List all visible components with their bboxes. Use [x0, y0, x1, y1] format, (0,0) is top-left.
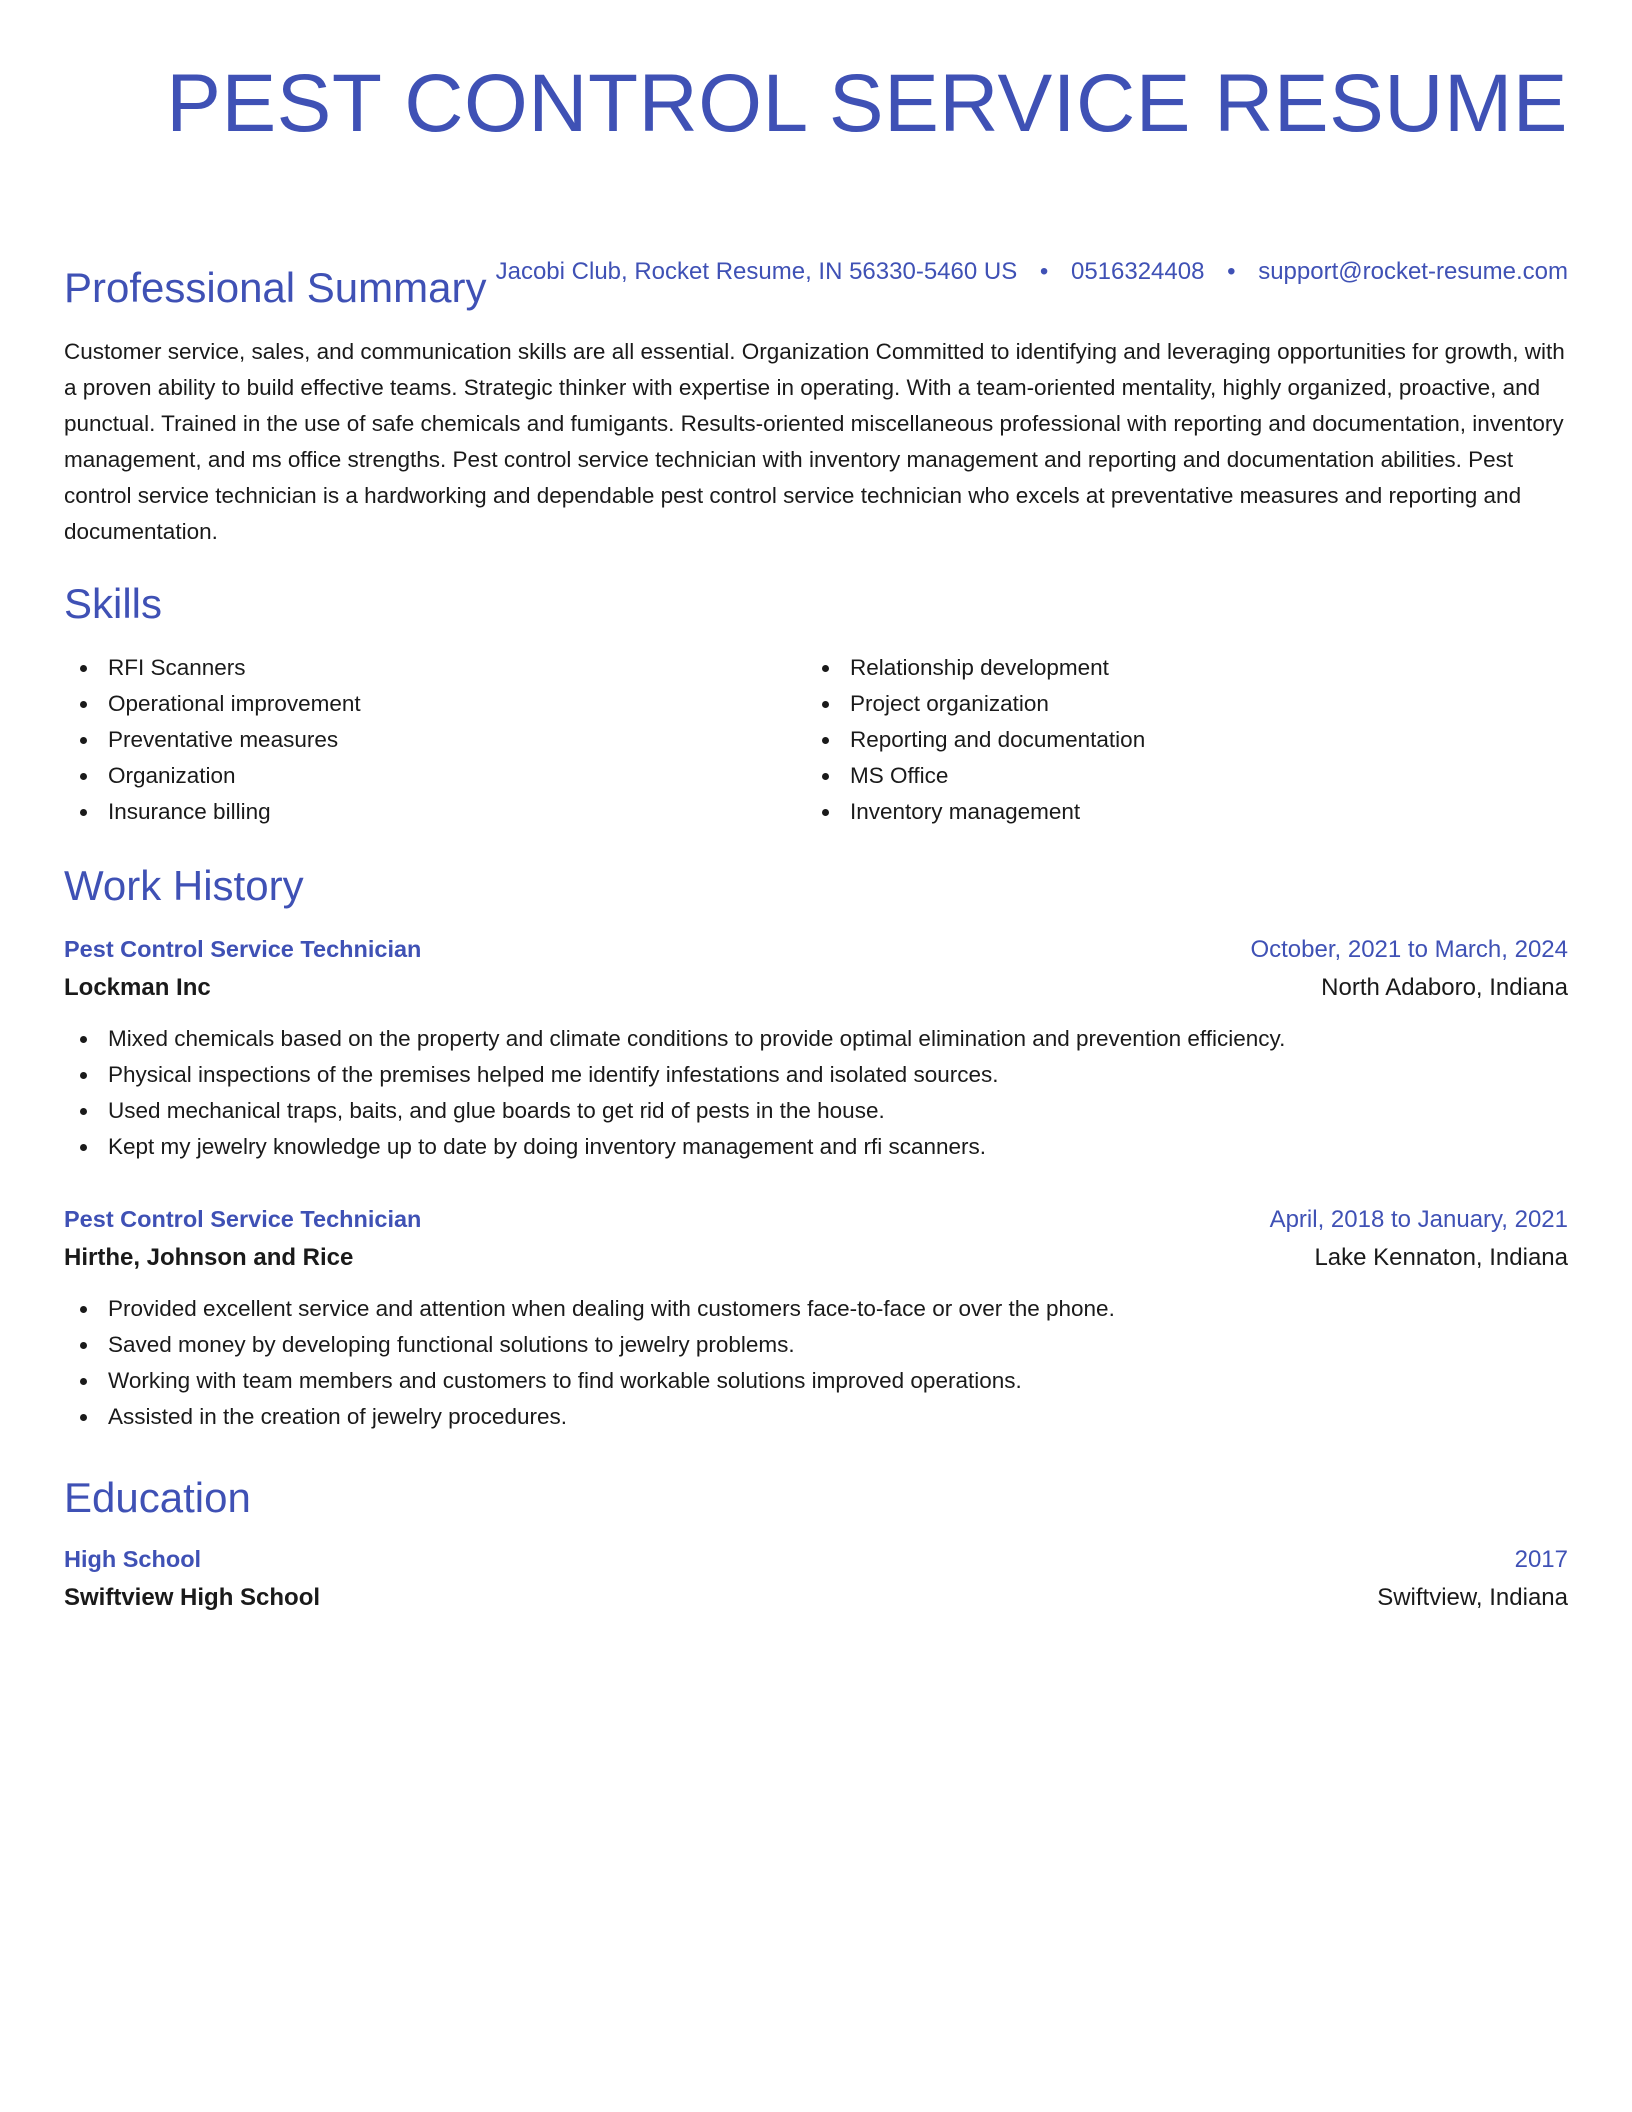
skill-item: Inventory management	[806, 794, 1548, 830]
job-entry	[64, 930, 1568, 1165]
education-heading: Education	[64, 1474, 251, 1521]
contact-email: support@rocket-resume.com	[1258, 258, 1568, 285]
skills-list	[64, 650, 1568, 830]
job-location: North Adaboro, Indiana	[1321, 974, 1568, 1001]
summary-text: Customer service, sales, and communication skills are all essential. Organization Committed to identifying and leveraging opportunities for growth, with a proven ability to build effective teams. Strategic thinker with expertise in operating. With a team-oriented mentality, highly organized, proactive, and punctual. Trained in the use of safe chemicals and fumigants. Results-oriented miscellaneous professional with reporting and documentation, inventory management, and ms office strengths. Pest control service technician with inventory management and reporting and documentation abilities. Pest control service technician is a hardworking and dependable pest control service technician who excels at preventative measures and reporting and documentation.	[64, 339, 1565, 544]
contact-separator: •	[1039, 258, 1049, 285]
work-history-heading: Work History	[64, 862, 304, 909]
skill-item: Operational improvement	[64, 686, 806, 722]
skill-item: MS Office	[806, 758, 1548, 794]
summary-heading: Professional Summary	[64, 264, 487, 311]
skill-item: Reporting and documentation	[806, 722, 1548, 758]
skill-item: Insurance billing	[64, 794, 806, 830]
job-dates: April, 2018 to January, 2021	[1269, 1206, 1568, 1233]
job-title: Pest Control Service Technician	[64, 1206, 422, 1232]
skill-item: Preventative measures	[64, 722, 806, 758]
education-school: Swiftview High School	[64, 1584, 321, 1611]
skill-item: Project organization	[806, 686, 1548, 722]
contact-line	[496, 256, 1568, 288]
job-employer: Lockman Inc	[64, 974, 211, 1001]
skills-column-right	[806, 650, 1548, 830]
job-dates: October, 2021 to March, 2024	[1250, 936, 1568, 963]
resume-title: PEST CONTROL SERVICE RESUME	[166, 58, 1568, 149]
education-subheader	[64, 1579, 1568, 1617]
skill-item: Relationship development	[806, 650, 1548, 686]
contact-phone: 0516324408	[1070, 258, 1205, 285]
job-title: Pest Control Service Technician	[64, 936, 422, 962]
skill-item: Organization	[64, 758, 806, 794]
duty-item: Saved money by developing functional solutions to jewelry problems.	[64, 1327, 1568, 1363]
education-year: 2017	[1514, 1546, 1568, 1573]
skills-column-left	[64, 650, 806, 830]
job-header	[64, 930, 1568, 969]
duty-item: Physical inspections of the premises helped me identify infestations and isolated sources.	[64, 1057, 1568, 1093]
contact-separator: •	[1227, 258, 1236, 285]
job-location: Lake Kennaton, Indiana	[1314, 1244, 1568, 1271]
skills-heading: Skills	[64, 580, 163, 627]
education-degree: High School	[64, 1546, 202, 1572]
job-duties	[64, 1021, 1568, 1165]
job-employer: Hirthe, Johnson and Rice	[64, 1244, 354, 1271]
job-subheader	[64, 969, 1568, 1007]
skill-item: RFI Scanners	[64, 650, 806, 686]
education-location: Swiftview, Indiana	[1377, 1584, 1568, 1611]
duty-item: Provided excellent service and attention when dealing with customers face-to-face or over the phone.	[64, 1291, 1568, 1327]
duty-item: Used mechanical traps, baits, and glue boards to get rid of pests in the house.	[64, 1093, 1568, 1129]
job-duties	[64, 1291, 1568, 1435]
job-entry	[64, 1200, 1568, 1435]
duty-item: Working with team members and customers to find workable solutions improved operations.	[64, 1363, 1568, 1399]
contact-address: Jacobi Club, Rocket Resume, IN 56330-5460 US	[495, 258, 1018, 285]
education-entry	[64, 1540, 1568, 1617]
job-subheader	[64, 1239, 1568, 1277]
job-header	[64, 1200, 1568, 1239]
duty-item: Mixed chemicals based on the property and climate conditions to provide optimal elimination and prevention efficiency.	[64, 1021, 1568, 1057]
duty-item: Assisted in the creation of jewelry procedures.	[64, 1399, 1568, 1435]
duty-item: Kept my jewelry knowledge up to date by doing inventory management and rfi scanners.	[64, 1129, 1568, 1165]
education-header	[64, 1540, 1568, 1579]
